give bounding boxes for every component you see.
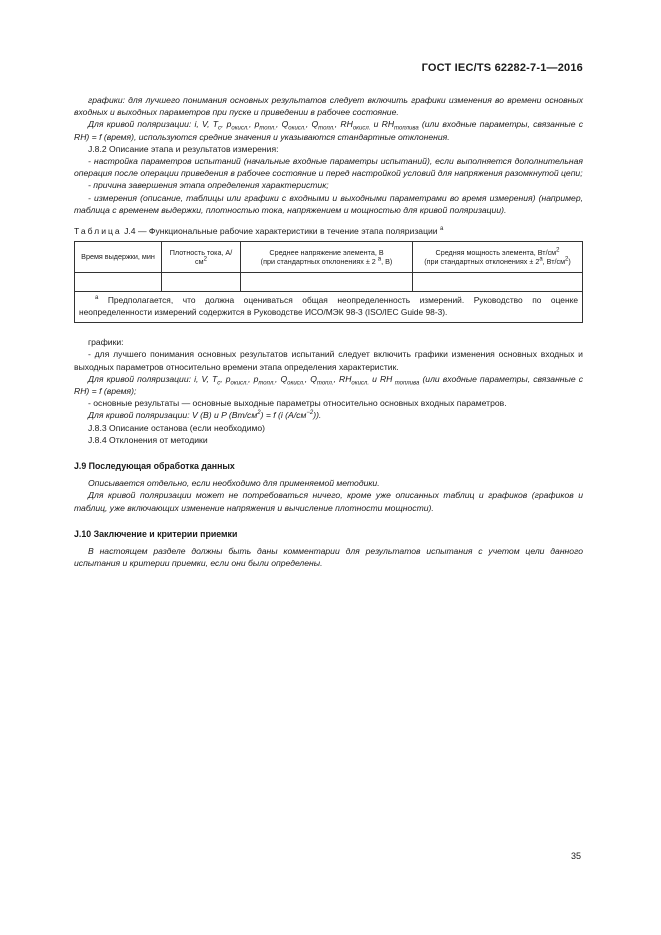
table-footnote-row (75, 292, 583, 323)
graphs-title: графики: (88, 337, 124, 348)
table-cell (241, 273, 413, 292)
column-header-voltage: Среднее напряжение элемента, В (при стандартных отклонениях ± 2 $^а$, В) (241, 242, 413, 273)
column-header-power: Средняя мощность элемента, $Вт/см^2$ (при стандартных отклонениях ± $2^а$, $Вт/см^2$) (413, 242, 583, 273)
j9-paragraph: Для кривой поляризации может не потребоваться ничего, кроме уже описанных таблиц и графиков (графиков и таблиц, уже включающих изменение напряжения и вычисление плотности мощности). (74, 490, 583, 513)
list-item: - основные результаты — основные выходные параметры относительно основных входных параметров. (88, 398, 507, 409)
section-j9-heading: J.9 Последующая обработка данных (74, 461, 235, 472)
characteristics-table (74, 241, 583, 323)
page-number: 35 (570, 851, 581, 861)
section-j82-title: J.8.2 Описание этапа и результатов измерения: (88, 143, 279, 154)
column-header-hold-time: Время выдержки, мин (75, 242, 162, 273)
page-content (74, 94, 583, 569)
section-j84-title: J.8.4 Отклонения от методики (88, 434, 208, 445)
standard-header: ГОСТ IEC/TS 62282-7-1—2016 (421, 62, 583, 74)
table-row (75, 273, 583, 292)
list-item: - причина завершения этапа определения характеристик; (88, 180, 329, 191)
list-item: - для лучшего понимания основных результатов испытаний следует включить графики изменения основных входных и выходных параметров относительно времени этапа определения характеристик. (74, 349, 583, 372)
j10-paragraph: В настоящем разделе должны быть даны комментарии для результатов испытания с учетом цели данного испытания и критерии приемки, если они были определены. (74, 546, 583, 569)
table-footnote: $^а$ Предполагается, что должна оцениваться общая неопределенность измерений. Руководство по оценке неопределенности измерений содержится в Руководстве ИСО/МЭК 98-3 (ISO/IEC Guide 98-3). (75, 292, 583, 323)
polarization-curve-formula: Для кривой поляризации: V (В) и P $(Вт/см^2) = f$ (i $(А/см^{-2})$). (88, 410, 322, 421)
column-header-current-density: Плотность тока, $А/см^2$ (162, 242, 241, 273)
table-cell (413, 273, 583, 292)
polarization-formula-paragraph-2: Для кривой поляризации: i, V, $T_c$, $p_{окисл.}$, $p_{топл.}$, $Q_{окисл.}$, $Q_{топл.}$, $RH_{окисл.}$ и RH $_{топлива}$ (или входные параметры, связанные с RH) = f (время); (74, 373, 584, 397)
table-cell (162, 273, 241, 292)
section-j83-title: J.8.3 Описание останова (если необходимо) (88, 422, 266, 433)
table-cell (75, 273, 162, 292)
table-caption: Таблица J.4 — Функциональные рабочие характеристики в течение этапа поляризации $^а$ (74, 226, 444, 237)
table-header-row (75, 242, 583, 273)
polarization-formula-paragraph: Для кривой поляризации: i, V, $T_c$, $p_{окисл.}$, $p_{топл.}$, $Q_{окисл.}$, $Q_{топл.}$, $RH_{окисл.}$ и $RH_{топлива}$ (или входные параметры, связанные с RH) = f (время), используются средние значения и указываются стандартные отклонения. (74, 119, 584, 142)
graphs-paragraph: графики: для лучшего понимания основных результатов следует включить графики изменения во времени основных входных и выходных параметров при пуске и приведении в рабочее состояние. (74, 95, 583, 118)
list-item: - измерения (описание, таблицы или графики с входными и выходными параметрами во время измерения) (например, таблица с временем выдержки, плотностью тока, напряжением и мощностью для кривой поляризации). (74, 192, 583, 215)
j9-paragraph: Описывается отдельно, если необходимо для применяемой методики. (88, 478, 380, 489)
section-j10-heading: J.10 Заключение и критерии приемки (74, 528, 238, 539)
list-item: - настройка параметров испытаний (начальные входные параметры испытаний), если выполняется дополнительная операция после операции приведения в рабочее состояние и перед настройкой условий для напряжения разомкнутой цепи; (74, 156, 583, 179)
